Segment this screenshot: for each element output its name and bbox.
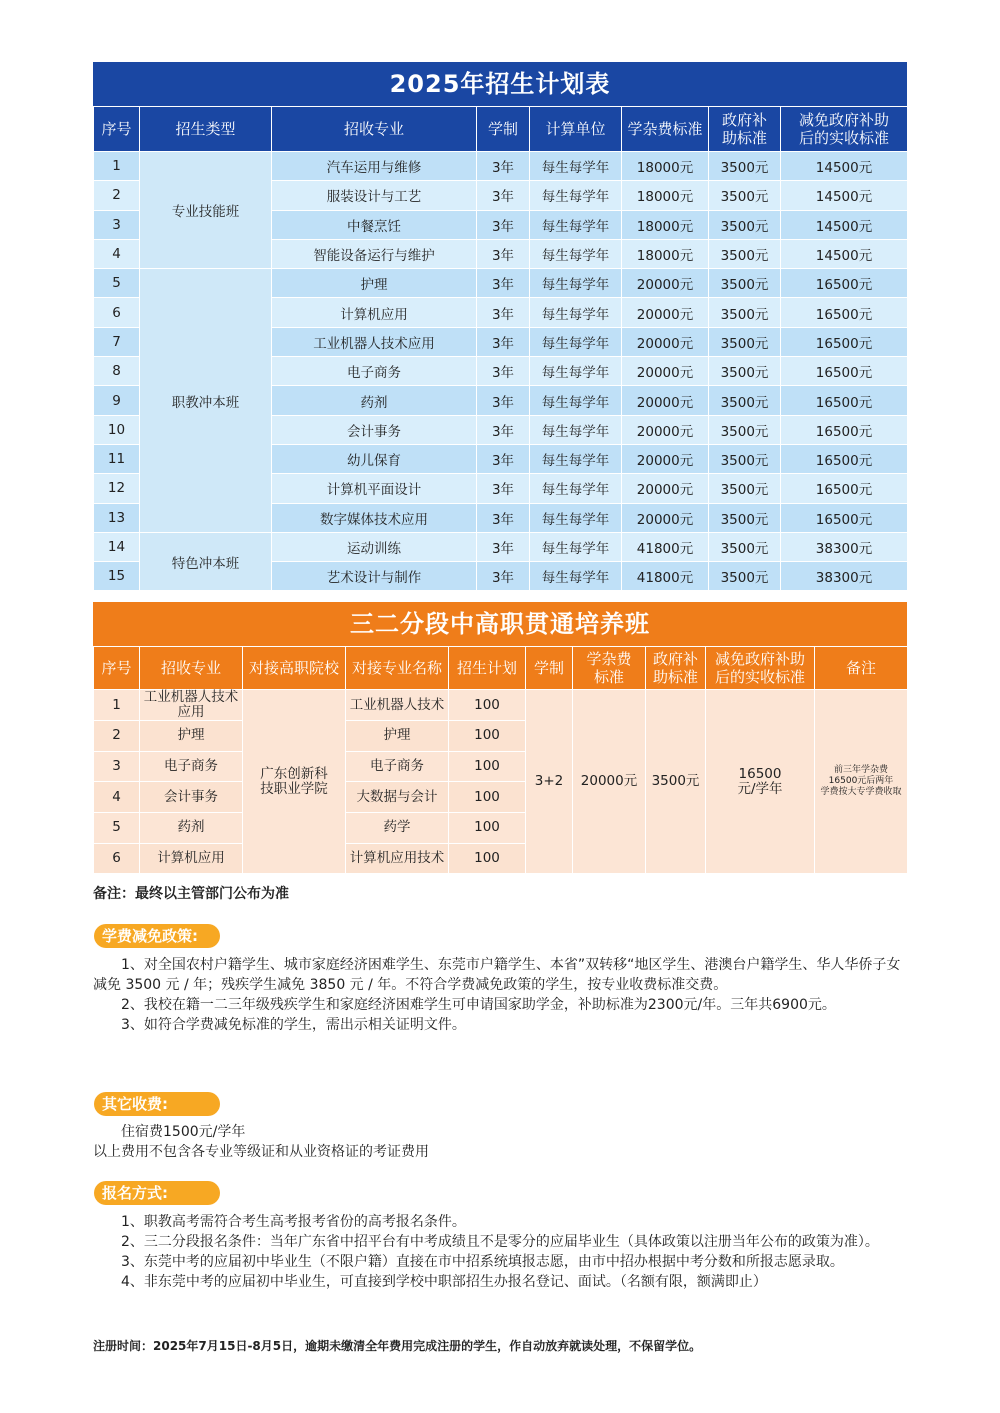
bridge-grid — [93, 646, 908, 874]
registration-item: 1、职教高考需符合考生高考报考省份的高考报名条件。 — [121, 1214, 466, 1230]
registration-item: 2、三二分段报名条件：当年广东省中招平台有中考成绩且不是零分的应届毕业生（具体政策以注册当年公布的政策为准）。 — [121, 1234, 879, 1250]
registration-deadline: 注册时间：2025年7月15日-8月5日，逾期未缴清全年费用完成注册的学生，作自动放弃就读处理，不保留学位。 — [93, 1339, 702, 1353]
fee-cell: 41800元 — [622, 562, 709, 591]
actual-fee-cell: 16500元 — [781, 474, 908, 503]
fee-cell: 20000元 — [622, 386, 709, 415]
major-cell: 中餐烹饪 — [272, 210, 477, 239]
major-cell: 计算机应用 — [140, 843, 243, 874]
subsidy-cell: 3500元 — [709, 181, 781, 210]
major-cell: 工业机器人技术应用 — [272, 327, 477, 356]
plan-header-cell: 学杂费标准 — [622, 107, 709, 152]
partner-major-cell: 药学 — [346, 813, 449, 844]
subsidy-cell: 3500元 — [709, 298, 781, 327]
duration-cell: 3年 — [477, 210, 530, 239]
final-remark: 备注：最终以主管部门公布为准 — [93, 886, 289, 902]
row-number: 4 — [94, 239, 140, 268]
unit-cell: 每生每学年 — [530, 503, 622, 532]
subsidy-cell: 3500元 — [709, 327, 781, 356]
duration-cell: 3年 — [477, 415, 530, 444]
partner-college-cell: 广东创新科 技职业学院 — [243, 690, 346, 874]
subsidy-cell: 3500元 — [709, 357, 781, 386]
plan-title: 2025年招生计划表 — [93, 62, 907, 106]
plan-header-cell: 招生类型 — [140, 107, 272, 152]
bridge-header-cell: 对接专业名称 — [346, 647, 449, 690]
actual-fee-cell: 16500元 — [781, 357, 908, 386]
subsidy-cell: 3500元 — [709, 269, 781, 298]
unit-cell: 每生每学年 — [530, 444, 622, 473]
duration-cell: 3年 — [477, 532, 530, 561]
tuition-policy-item: 1、对全国农村户籍学生、城市家庭经济困难学生、东莞市户籍学生、本省”双转移“地区学生、港澳台户籍学生、华人华侨子女减免 3500 元 / 年；残疾学生减免 3850 元 / 年。不符合学费减免政策的学生，按专业收费标准交费。 — [93, 957, 901, 993]
other-fees-label: 其它收费: — [94, 1092, 220, 1116]
row-number: 8 — [94, 357, 140, 386]
subsidy-cell: 3500元 — [709, 503, 781, 532]
unit-cell: 每生每学年 — [530, 327, 622, 356]
row-number: 3 — [94, 751, 140, 782]
class-type-cell: 特色冲本班 — [140, 532, 272, 591]
major-cell: 数字媒体技术应用 — [272, 503, 477, 532]
note-cell: 前三年学杂费 16500元后两年 学费按大专学费收取 — [815, 690, 908, 874]
row-number: 14 — [94, 532, 140, 561]
duration-cell: 3年 — [477, 152, 530, 181]
actual-fee-cell: 14500元 — [781, 239, 908, 268]
fee-cell: 20000元 — [622, 269, 709, 298]
subsidy-cell: 3500元 — [709, 386, 781, 415]
major-cell: 艺术设计与制作 — [272, 562, 477, 591]
bridge-title: 三二分段中高职贯通培养班 — [93, 602, 907, 646]
fee-cell: 20000元 — [622, 444, 709, 473]
duration-cell: 3年 — [477, 503, 530, 532]
other-fees-text — [93, 1122, 908, 1162]
duration-cell: 3年 — [477, 357, 530, 386]
row-number: 9 — [94, 386, 140, 415]
subsidy-cell: 3500元 — [646, 690, 706, 874]
row-number: 11 — [94, 444, 140, 473]
major-cell: 电子商务 — [272, 357, 477, 386]
subsidy-cell: 3500元 — [709, 239, 781, 268]
row-number: 1 — [94, 152, 140, 181]
actual-fee-cell: 16500元 — [781, 327, 908, 356]
bridge-header-cell: 招收专业 — [140, 647, 243, 690]
row-number: 4 — [94, 782, 140, 813]
plan-header-row — [94, 107, 908, 152]
quota-cell: 100 — [449, 751, 526, 782]
quota-cell: 100 — [449, 690, 526, 721]
fee-cell: 41800元 — [622, 532, 709, 561]
unit-cell: 每生每学年 — [530, 239, 622, 268]
fee-exclusion: 以上费用不包含各专业等级证和从业资格证的考证费用 — [93, 1144, 429, 1160]
row-number: 12 — [94, 474, 140, 503]
bridge-program-table — [93, 602, 907, 874]
subsidy-cell: 3500元 — [709, 532, 781, 561]
subsidy-cell: 3500元 — [709, 562, 781, 591]
bridge-header-cell: 学制 — [526, 647, 573, 690]
fee-cell: 20000元 — [622, 327, 709, 356]
bridge-header-cell: 招生计划 — [449, 647, 526, 690]
partner-major-cell: 计算机应用技术 — [346, 843, 449, 874]
major-cell: 会计事务 — [140, 782, 243, 813]
plan-header-cell: 计算单位 — [530, 107, 622, 152]
actual-fee-cell: 16500元 — [781, 298, 908, 327]
registration-text — [93, 1212, 908, 1292]
major-cell: 幼儿保育 — [272, 444, 477, 473]
duration-cell: 3年 — [477, 181, 530, 210]
fee-cell: 20000元 — [622, 298, 709, 327]
major-cell: 药剂 — [272, 386, 477, 415]
fee-cell: 20000元 — [622, 503, 709, 532]
registration-item: 3、东莞中考的应届初中毕业生（不限户籍）直接在市中招系统填报志愿，由市中招办根据中考分数和所报志愿录取。 — [121, 1254, 844, 1270]
duration-cell: 3年 — [477, 269, 530, 298]
actual-fee-cell: 16500元 — [781, 415, 908, 444]
unit-cell: 每生每学年 — [530, 562, 622, 591]
major-cell: 药剂 — [140, 813, 243, 844]
duration-cell: 3年 — [477, 474, 530, 503]
unit-cell: 每生每学年 — [530, 357, 622, 386]
unit-cell: 每生每学年 — [530, 269, 622, 298]
plan-header-cell: 学制 — [477, 107, 530, 152]
fee-cell: 18000元 — [622, 210, 709, 239]
fee-cell: 18000元 — [622, 239, 709, 268]
unit-cell: 每生每学年 — [530, 210, 622, 239]
actual-fee-cell: 16500元 — [781, 444, 908, 473]
row-number: 6 — [94, 298, 140, 327]
plan-row — [94, 269, 908, 298]
bridge-header-cell: 对接高职院校 — [243, 647, 346, 690]
fee-cell: 20000元 — [622, 474, 709, 503]
actual-fee-cell: 16500元 — [781, 386, 908, 415]
duration-cell: 3年 — [477, 239, 530, 268]
quota-cell: 100 — [449, 843, 526, 874]
actual-fee-cell: 14500元 — [781, 210, 908, 239]
quota-cell: 100 — [449, 813, 526, 844]
partner-major-cell: 工业机器人技术 — [346, 690, 449, 721]
plan-header-cell: 招收专业 — [272, 107, 477, 152]
row-number: 6 — [94, 843, 140, 874]
duration-cell: 3年 — [477, 444, 530, 473]
row-number: 3 — [94, 210, 140, 239]
actual-fee-cell: 38300元 — [781, 562, 908, 591]
fee-cell: 20000元 — [573, 690, 646, 874]
major-cell: 工业机器人技术 应用 — [140, 690, 243, 721]
bridge-header-cell: 政府补 助标准 — [646, 647, 706, 690]
row-number: 7 — [94, 327, 140, 356]
unit-cell: 每生每学年 — [530, 532, 622, 561]
tuition-policy-item: 3、如符合学费减免标准的学生，需出示相关证明文件。 — [121, 1017, 466, 1033]
plan-row — [94, 532, 908, 561]
partner-major-cell: 大数据与会计 — [346, 782, 449, 813]
unit-cell: 每生每学年 — [530, 474, 622, 503]
fee-cell: 18000元 — [622, 181, 709, 210]
tuition-policy-item: 2、我校在籍一二三年级残疾学生和家庭经济困难学生可申请国家助学金，补助标准为2300元/年。三年共6900元。 — [121, 997, 836, 1013]
major-cell: 服装设计与工艺 — [272, 181, 477, 210]
plan-header-cell: 政府补 助标准 — [709, 107, 781, 152]
row-number: 5 — [94, 269, 140, 298]
major-cell: 计算机应用 — [272, 298, 477, 327]
plan-row — [94, 152, 908, 181]
fee-cell: 20000元 — [622, 357, 709, 386]
fee-cell: 20000元 — [622, 415, 709, 444]
actual-fee-cell: 14500元 — [781, 181, 908, 210]
bridge-header-cell: 学杂费 标准 — [573, 647, 646, 690]
registration-label: 报名方式: — [94, 1181, 220, 1205]
duration-cell: 3年 — [477, 298, 530, 327]
enrollment-plan-table — [93, 62, 907, 591]
actual-fee-cell: 16500元 — [781, 503, 908, 532]
major-cell: 会计事务 — [272, 415, 477, 444]
row-number: 2 — [94, 721, 140, 752]
bridge-body — [94, 690, 908, 874]
major-cell: 智能设备运行与维护 — [272, 239, 477, 268]
row-number: 15 — [94, 562, 140, 591]
fee-cell: 18000元 — [622, 152, 709, 181]
actual-fee-cell: 16500 元/学年 — [706, 690, 815, 874]
actual-fee-cell: 38300元 — [781, 532, 908, 561]
class-type-cell: 职教冲本班 — [140, 269, 272, 533]
unit-cell: 每生每学年 — [530, 298, 622, 327]
class-type-cell: 专业技能班 — [140, 152, 272, 269]
plan-body — [94, 152, 908, 591]
actual-fee-cell: 16500元 — [781, 269, 908, 298]
quota-cell: 100 — [449, 782, 526, 813]
bridge-header-row — [94, 647, 908, 690]
major-cell: 运动训练 — [272, 532, 477, 561]
row-number: 1 — [94, 690, 140, 721]
duration-cell: 3年 — [477, 327, 530, 356]
subsidy-cell: 3500元 — [709, 210, 781, 239]
major-cell: 汽车运用与维修 — [272, 152, 477, 181]
registration-item: 4、非东莞中考的应届初中毕业生，可直接到学校中职部招生办报名登记、面试。（名额有限，额满即止） — [121, 1274, 767, 1290]
bridge-row — [94, 690, 908, 721]
subsidy-cell: 3500元 — [709, 415, 781, 444]
bridge-header-cell: 备注 — [815, 647, 908, 690]
plan-header-cell: 减免政府补助 后的实收标准 — [781, 107, 908, 152]
row-number: 10 — [94, 415, 140, 444]
bridge-header-cell: 减免政府补助 后的实收标准 — [706, 647, 815, 690]
tuition-policy-label: 学费减免政策: — [94, 924, 220, 948]
unit-cell: 每生每学年 — [530, 152, 622, 181]
plan-header-cell: 序号 — [94, 107, 140, 152]
subsidy-cell: 3500元 — [709, 474, 781, 503]
major-cell: 电子商务 — [140, 751, 243, 782]
actual-fee-cell: 14500元 — [781, 152, 908, 181]
duration-cell: 3+2 — [526, 690, 573, 874]
duration-cell: 3年 — [477, 386, 530, 415]
partner-major-cell: 电子商务 — [346, 751, 449, 782]
unit-cell: 每生每学年 — [530, 386, 622, 415]
bridge-header-cell: 序号 — [94, 647, 140, 690]
major-cell: 护理 — [140, 721, 243, 752]
partner-major-cell: 护理 — [346, 721, 449, 752]
major-cell: 护理 — [272, 269, 477, 298]
row-number: 2 — [94, 181, 140, 210]
quota-cell: 100 — [449, 721, 526, 752]
subsidy-cell: 3500元 — [709, 152, 781, 181]
subsidy-cell: 3500元 — [709, 444, 781, 473]
row-number: 13 — [94, 503, 140, 532]
plan-grid — [93, 106, 908, 591]
duration-cell: 3年 — [477, 562, 530, 591]
row-number: 5 — [94, 813, 140, 844]
tuition-policy-text — [93, 955, 908, 1035]
unit-cell: 每生每学年 — [530, 415, 622, 444]
major-cell: 计算机平面设计 — [272, 474, 477, 503]
lodging-fee: 住宿费1500元/学年 — [121, 1124, 246, 1140]
unit-cell: 每生每学年 — [530, 181, 622, 210]
